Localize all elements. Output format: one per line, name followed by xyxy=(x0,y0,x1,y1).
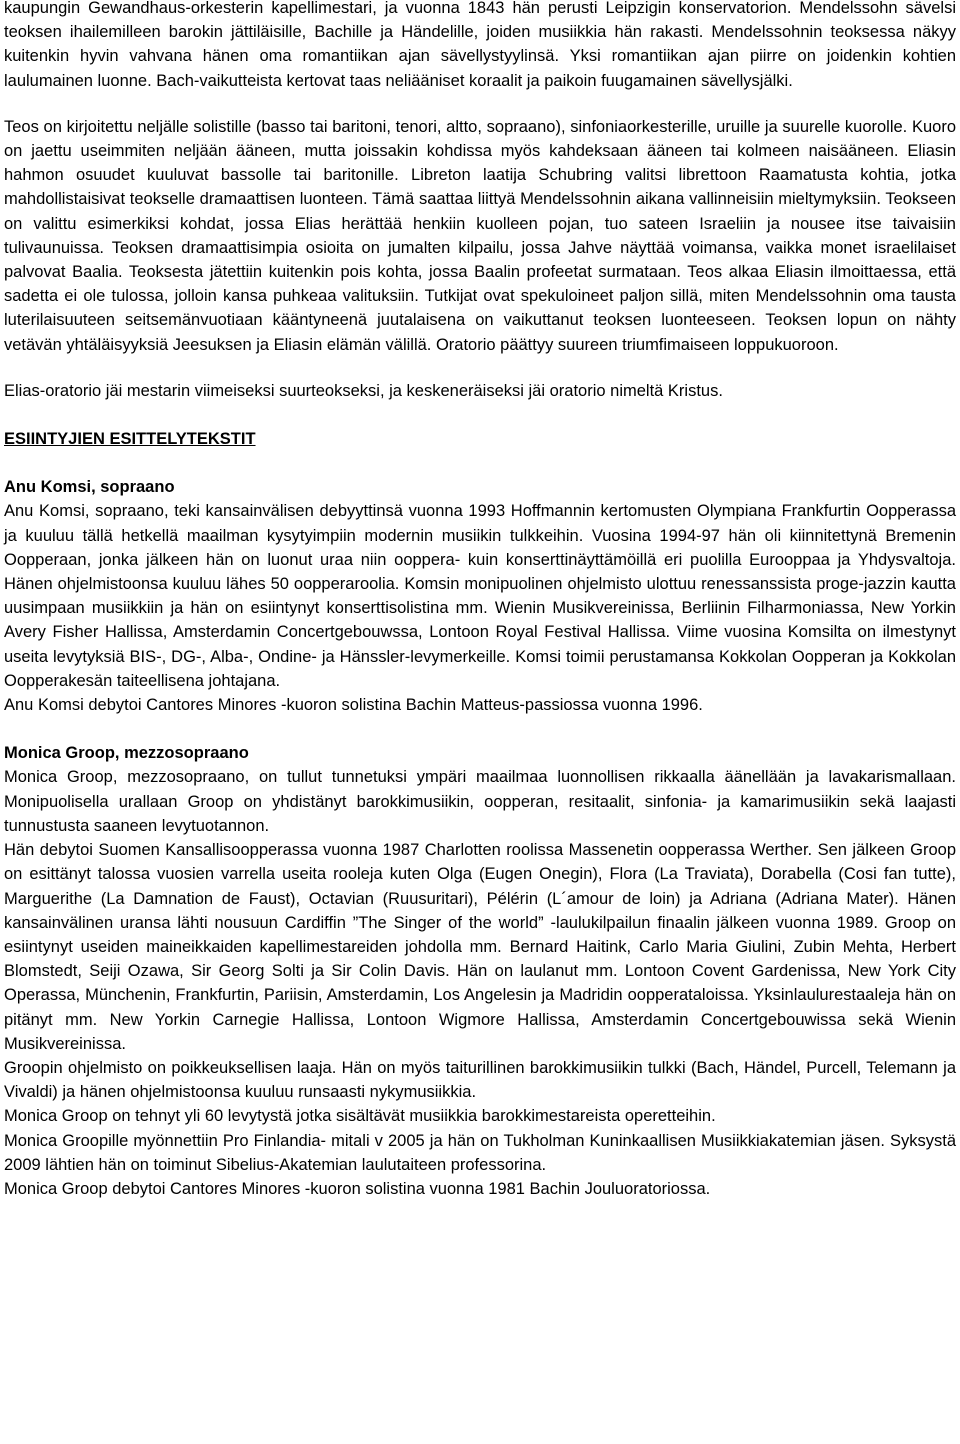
performer-bio-paragraph: Monica Groop, mezzosopraano, on tullut tunnetuksi ympäri maailmaa luonnollisen rikkaalla äänellään ja lavakarismallaan. Monipuolisella urallaan Groop on yhdistänyt barokkimusiikin, oopperan, resitaalit, sinfonia- ja kamarimusiikin sekä laajasti tunnustusta saaneen levytuotannon. xyxy=(4,768,956,835)
performer-name: Monica Groop, mezzosopraano xyxy=(4,744,249,763)
performer-bio-paragraph: Monica Groop on tehnyt yli 60 levytystä jotka sisältävät musiikkia barokkimestareista operetteihin. xyxy=(4,1107,716,1126)
performer-bio-paragraph: Anu Komsi debytoi Cantores Minores -kuoron solistina Bachin Matteus-passiossa vuonna 1996. xyxy=(4,696,703,715)
performer-komsi xyxy=(4,475,956,717)
performer-bio-paragraph: Hän debytoi Suomen Kansallisoopperassa vuonna 1987 Charlotten roolissa Massenetin oopperassa Werther. Sen jälkeen Groop on esittänyt talossa vuosien varrella useita rooleja kuten Olga (Eugen Onegin), Flora (La Traviata), Dorabella (Cosi fan tutte), Marguerithe (La Damnation de Faust), Octavian (Ruusuritari), Pélérin (L´amour de loin) ja Adriana (Adriana Mater). Hänen kansainvälinen uransa lähti nousuun Cardiffin ”The Singer of the world” -laulukilpailun finaalin jälkeen vuonna 1989. Groop on esiintynyt useiden maineikkaiden kapellimestareiden johdolla mm. Bernard Haitink, Carlo Maria Giulini, Zubin Mehta, Herbert Blomstedt, Seiji Ozawa, Sir Georg Solti ja Sir Colin Davis. Hän on laulanut mm. Lontoon Covent Gardenissa, New York City Operassa, Münchenin, Frankfurtin, Pariisin, Amsterdamin, Los Angelesin ja Madridin oopperataloissa. Yksinlaulurestaaleja hän on pitänyt mm. New Yorkin Carnegie Hallissa, Lontoon Wigmore Hallissa, Amsterdamin Concertgebouwissa sekä Wienin Musikvereinissa. xyxy=(4,841,956,1053)
performer-bio-paragraph: Monica Groop debytoi Cantores Minores -kuoron solistina vuonna 1981 Bachin Jouluoratoriossa. xyxy=(4,1179,711,1198)
performer-bio-paragraph: Monica Groopille myönnettiin Pro Finlandia- mitali v 2005 ja hän on Tukholman Kuninkaallisen Musiikkiakatemian jäsen. Syksystä 2009 lähtien hän on toiminut Sibelius-Akatemian laulutaiteen professorina. xyxy=(4,1131,956,1174)
performer-bio-paragraph: Anu Komsi, sopraano, teki kansainvälisen debyyttinsä vuonna 1993 Hoffmannin kertomusten Olympiana Frankfurtin Oopperassa ja kuuluu tällä hetkellä maailman kysytyimpiin modernin musiikin tulkkeihin. Vuosina 1994-97 hän oli kiinnitettynä Bremenin Oopperaan, jonka jälkeen hän on luonut uraa niin ooppera- kuin konserttinäyttämöillä eri puolilla Eurooppaa ja Yhdysvaltoja. Hänen ohjelmistoonsa kuuluu lähes 50 oopperaroolia. Komsin monipuolinen ohjelmisto ulottuu renessanssista proge-jazzin kautta uusimpaan musiikkiin ja hän on esiintynyt konserttisolistina mm. Wienin Musikvereinissa, Berliinin Filharmoniassa, New Yorkin Avery Fisher Hallissa, Amsterdamin Concertgebouwssa, Lontoon Royal Festival Hallissa. Viime vuosina Komsilta on ilmestynyt useita levytyksiä BIS-, DG-, Alba-, Ondine- ja Hänssler-levymerkeille. Komsi toimii perustamansa Kokkolan Oopperan ja Kokkolan Oopperakesän taiteellisena johtajana. xyxy=(4,502,956,690)
performer-groop xyxy=(4,741,956,1201)
closing-paragraph: Elias-oratorio jäi mestarin viimeiseksi suurteokseksi, ja keskeneräiseksi jäi oratorio nimeltä Kristus. xyxy=(4,381,723,400)
performer-bio-paragraph: Groopin ohjelmisto on poikkeuksellisen laaja. Hän on myös taiturillinen barokkimusiikin tulkki (Bach, Händel, Purcell, Telemann ja Vivaldi) ja hänen ohjelmistoonsa kuuluu runsaasti nykymusiikkia. xyxy=(4,1058,956,1102)
section-heading: ESIINTYJIEN ESITTELYTEKSTIT xyxy=(4,430,256,449)
work-description-paragraph: Teos on kirjoitettu neljälle solistille (basso tai baritoni, tenori, altto, sopraano), sinfoniaorkesterille, uruille ja suurelle kuorolle. Kuoro on jaettu useimmiten neljään ääneen, mutta joissakin kohdissa myös kahdeksaan ääneen tai kolmeen naisääneen. Eliasin hahmon osuudet kuuluvat bassolle tai baritonille. Libreton laatija Schubring valitsi librettoon Raamatusta kohtia, jotka mahdollistaisivat teokselle dramaattisen luonteen. Tämä saattaa liittyä Mendelssohnin aikana vallinneisiin mieltymyksiin. Teokseen on valittu esimerkiksi kohdat, jossa Elias herättää henkiin kuolleen pojan, tuo sateen Israeliin ja nousee itse taivaisiin tulivaunuissa. Teoksen dramaattisimpia osioita on jumalten kilpailu, jossa Jahve näyttää voimansa, vaikka monet israelilaiset palvovat Baalia. Teoksesta jätettiin kuitenkin pois kohta, jossa Baalin profeetat surmataan. Teos alkaa Eliasin ilmoittaessa, että sadetta ei ole tulossa, jolloin kansa puhkeaa valituksiin. Tutkijat ovat spekuloineet paljon sillä, miten Mendelssohnin oma tausta luterilaisuuteen seitsemänvuotiaan kääntyneenä juutalaisena on vaikuttanut teoksen luonteeseen. Teoksen lopun on nähty vetävän yhtäläisyyksiä Jeesuksen ja Eliasin elämän välillä. Oratorio päättyy suureen triumfimaiseen loppukuoroon. xyxy=(4,117,956,354)
performer-name: Anu Komsi, sopraano xyxy=(4,478,175,497)
intro-paragraph: kaupungin Gewandhaus-orkesterin kapellimestari, ja vuonna 1843 hän perusti Leipzigin konservatorion. Mendelssohn sävelsi teoksen ihailemilleen barokin jättiläisille, Bachille ja Händelille, joiden musiikkia hän rakasti. Mendelssohnin teoksessa näkyy kuitenkin hyvin vahvana hänen oma romantiikan ajan sävellystyylinsä. Yksi romantiikan ajan piirre on joidenkin kohtien laulumainen luonne. Bach-vaikutteista kertovat taas neliääniset koraalit ja paikoin fuugamainen sävellysjälki. xyxy=(4,0,956,90)
